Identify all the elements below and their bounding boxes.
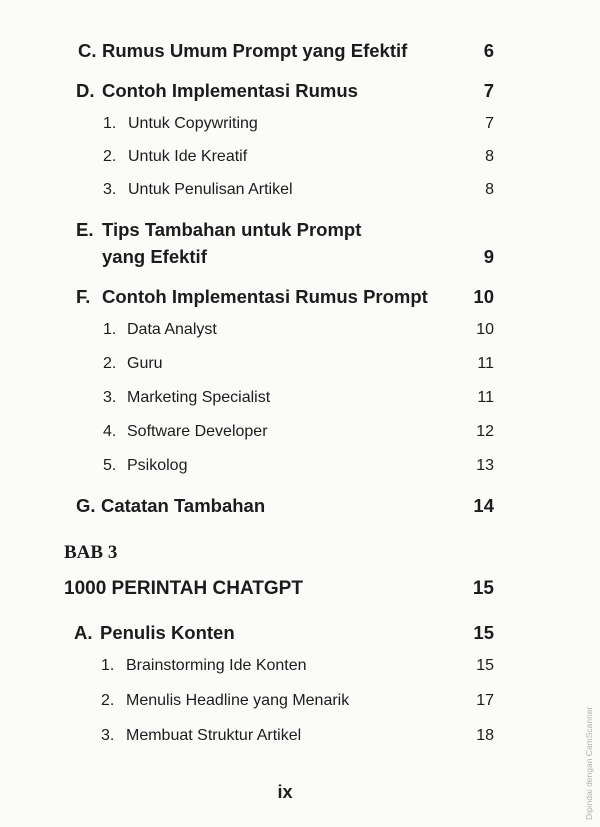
chapter-title: 1000 PERINTAH CHATGPT (64, 578, 303, 599)
toc-entry-g (0, 495, 600, 519)
toc-title: Tips Tambahan untuk Prompt (102, 219, 362, 240)
toc-page: 9 (483, 246, 494, 267)
toc-title: Guru (127, 355, 163, 372)
toc-page: 15 (476, 657, 494, 674)
chapter-page: 15 (472, 578, 494, 599)
toc-page: 10 (473, 286, 494, 307)
chapter-title-row (0, 578, 600, 604)
chapter-label: BAB 3 (64, 542, 118, 563)
toc-subentry (0, 355, 600, 377)
toc-title: Contoh Implementasi Rumus Prompt (102, 286, 428, 307)
toc-label: E. (76, 219, 94, 240)
toc-subentry (0, 457, 600, 479)
toc-label: 4. (103, 423, 117, 440)
toc-label: 2. (103, 355, 117, 372)
toc-title: Contoh Implementasi Rumus (102, 80, 358, 101)
toc-subentry (0, 148, 600, 170)
toc-entry-e (0, 219, 600, 271)
toc-entry-f (0, 286, 600, 310)
toc-label: 3. (101, 727, 115, 744)
toc-label: 3. (103, 181, 117, 198)
toc-title: Penulis Konten (100, 622, 235, 643)
toc-entry-a (0, 622, 600, 646)
toc-entry-c (0, 40, 600, 64)
toc-page: 18 (476, 727, 494, 744)
toc-label: 1. (103, 115, 117, 132)
toc-subentry (0, 423, 600, 445)
toc-label: D. (76, 80, 95, 101)
toc-title: Membuat Struktur Artikel (126, 727, 302, 744)
toc-page: 12 (476, 423, 494, 440)
toc-page: 11 (477, 355, 494, 372)
toc-label: 3. (103, 389, 117, 406)
toc-title: Untuk Penulisan Artikel (128, 181, 293, 198)
toc-title: Marketing Specialist (127, 389, 271, 406)
toc-subentry (0, 115, 600, 137)
page-number-footer: ix (277, 782, 293, 802)
toc-title: Catatan Tambahan (101, 495, 266, 516)
toc-label: 1. (101, 657, 115, 674)
toc-label: G. (76, 495, 96, 516)
toc-label: 2. (101, 692, 115, 709)
toc-title: Rumus Umum Prompt yang Efektif (102, 40, 408, 61)
toc-title-continued: yang Efektif (102, 246, 207, 267)
toc-page: 15 (473, 622, 494, 643)
toc-title: Untuk Copywriting (128, 115, 258, 132)
toc-title: Data Analyst (127, 321, 217, 338)
toc-label: 2. (103, 148, 117, 165)
toc-label: A. (74, 622, 93, 643)
toc-page: 13 (476, 457, 494, 474)
toc-label: 5. (103, 457, 117, 474)
toc-title: Brainstorming Ide Konten (126, 657, 307, 674)
toc-title: Psikolog (127, 457, 188, 474)
toc-entry-d (0, 80, 600, 104)
toc-label: 1. (103, 321, 117, 338)
toc-page: 14 (473, 495, 494, 516)
toc-label: F. (76, 286, 91, 307)
toc-subentry (0, 389, 600, 411)
toc-page: 10 (476, 321, 494, 338)
toc-subentry (0, 657, 600, 679)
toc-page: 8 (485, 181, 494, 198)
toc-page: 17 (476, 692, 494, 709)
toc-label: C. (78, 40, 97, 61)
toc-page: 8 (485, 148, 494, 165)
toc-title: Untuk Ide Kreatif (128, 148, 248, 165)
toc-page: 6 (483, 40, 494, 61)
toc-subentry (0, 321, 600, 343)
scanner-watermark-text: Dipindai dengan CamScanner (584, 706, 594, 820)
toc-subentry (0, 692, 600, 714)
toc-title: Menulis Headline yang Menarik (126, 692, 350, 709)
toc-page: 7 (483, 80, 494, 101)
scanner-watermark (582, 690, 596, 820)
toc-subentry (0, 181, 600, 203)
toc-subentry (0, 727, 600, 749)
toc-page: 11 (477, 389, 494, 406)
toc-page: 7 (485, 115, 494, 132)
toc-title: Software Developer (127, 423, 268, 440)
